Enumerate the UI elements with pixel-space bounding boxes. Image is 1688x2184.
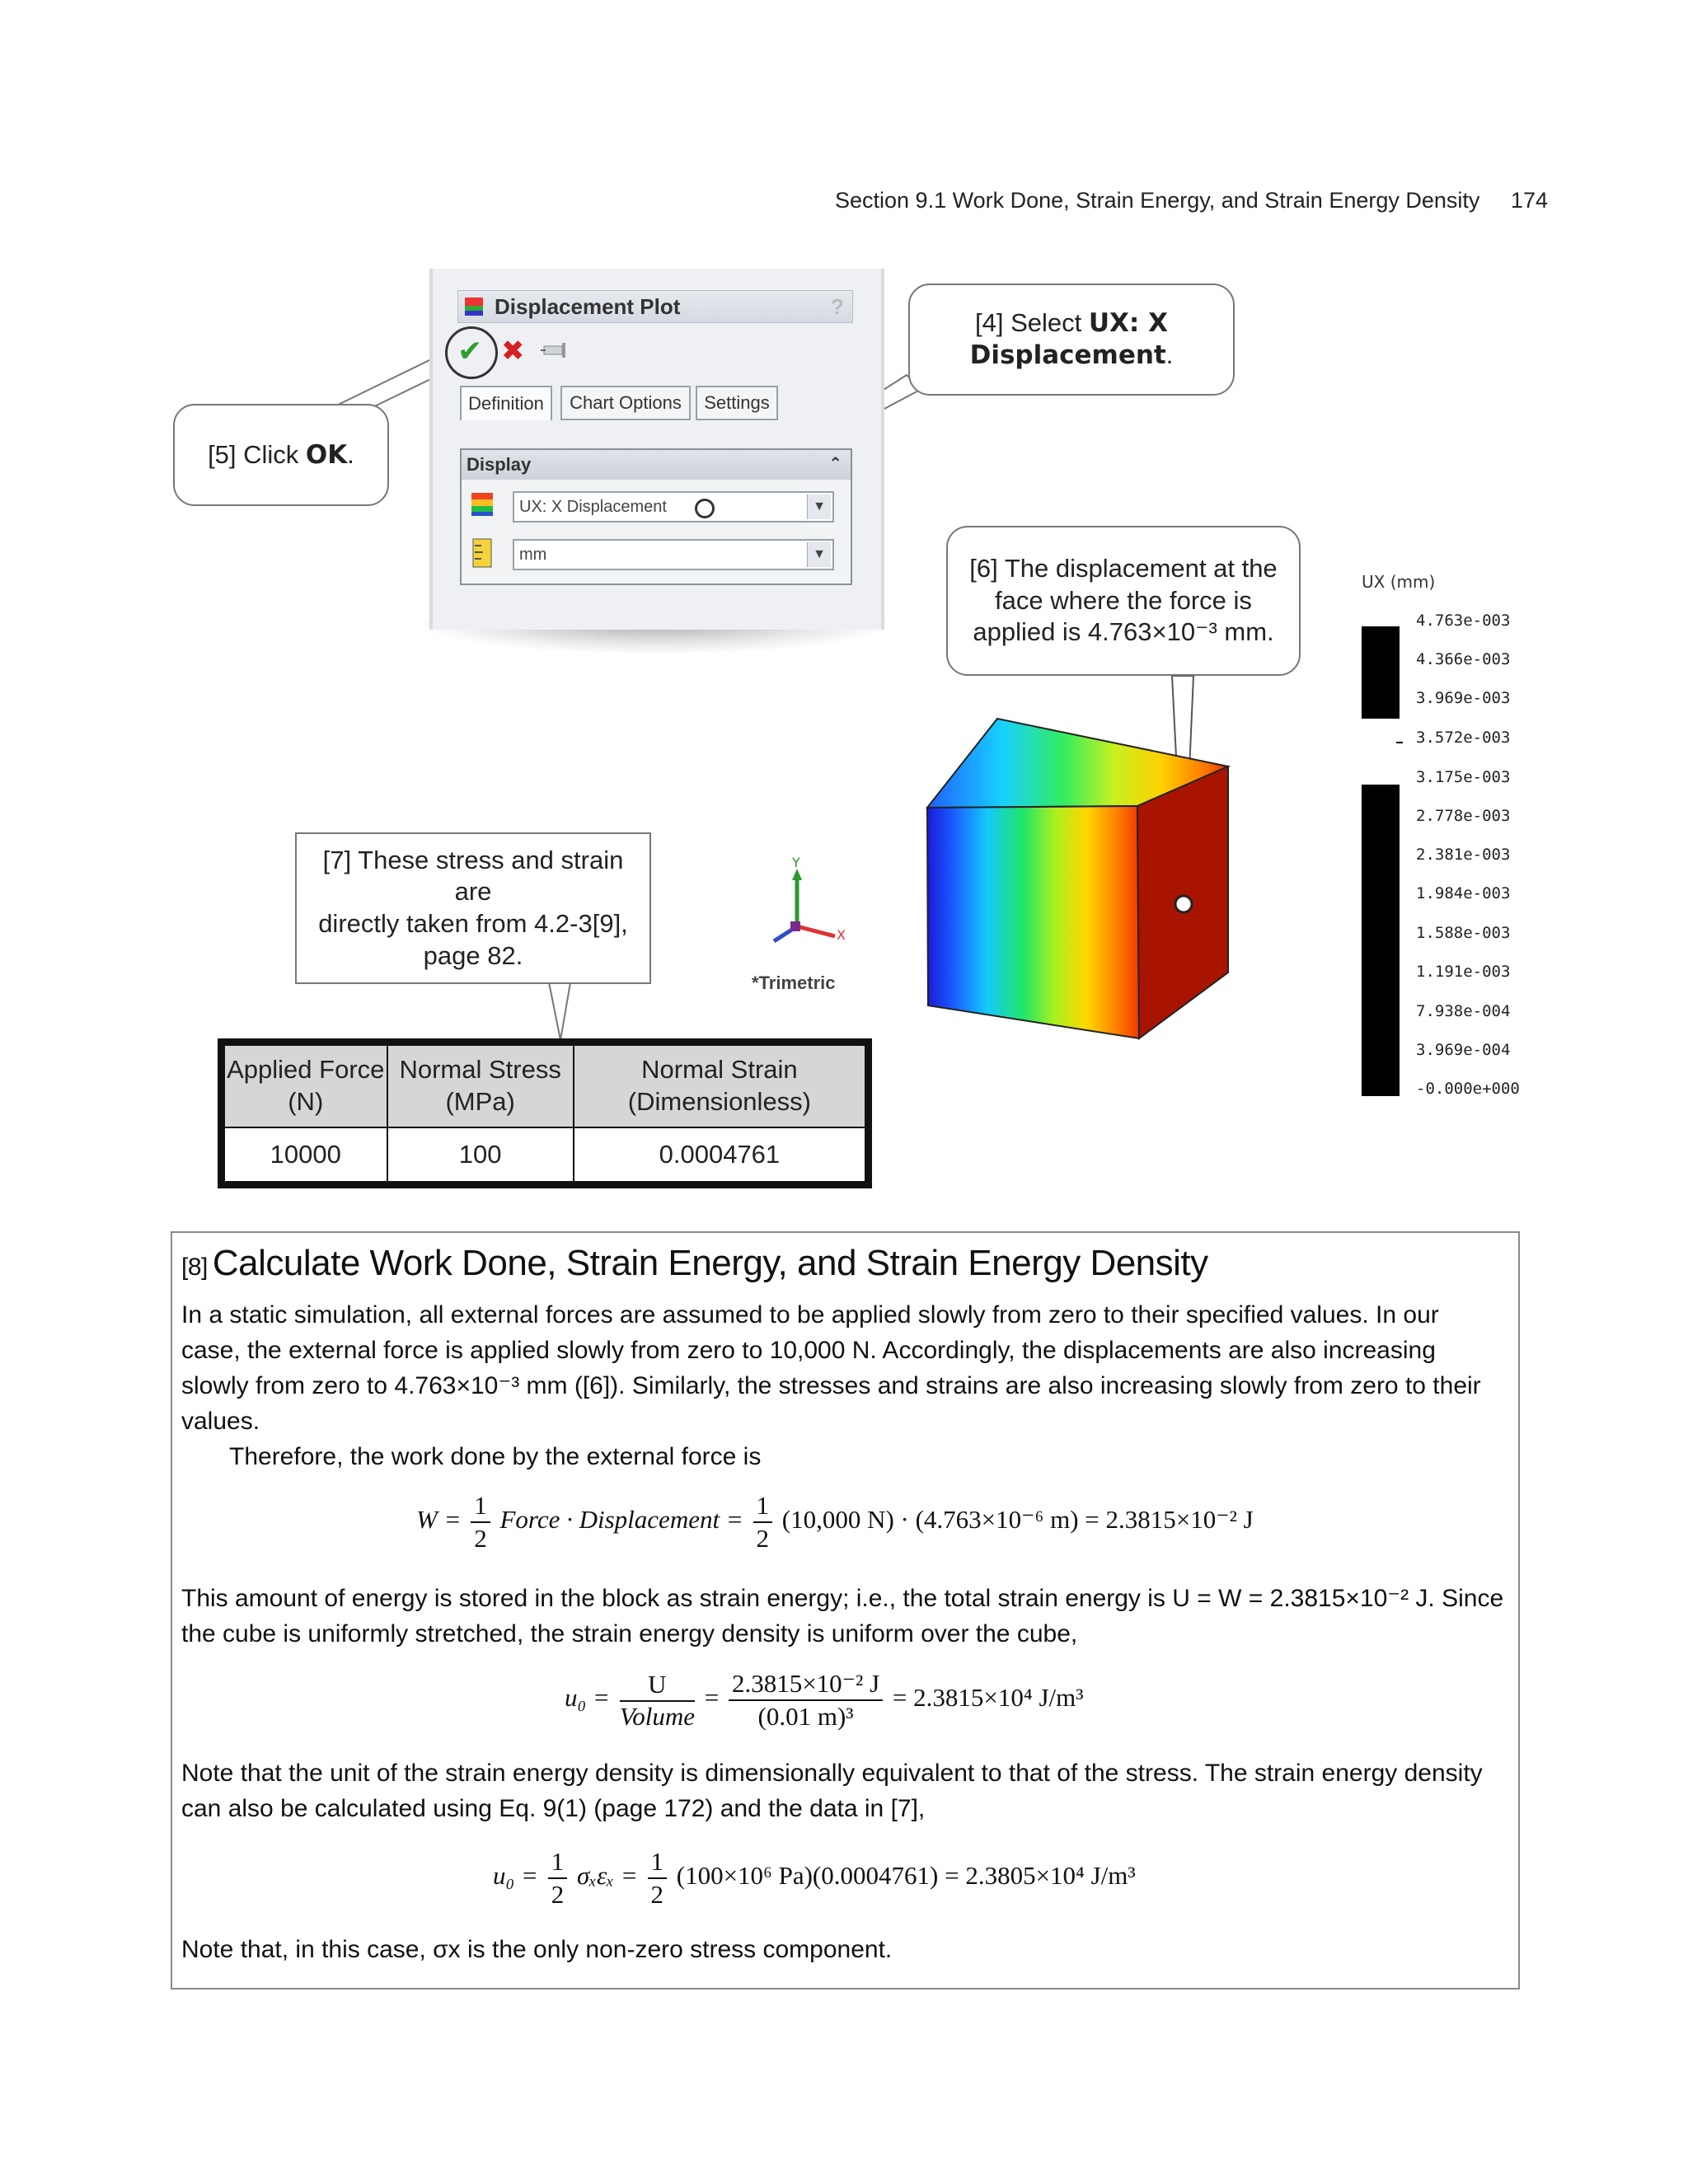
- plot-icon: [463, 294, 488, 319]
- legend-value: 1.984e-003: [1416, 884, 1511, 902]
- equation-energy-density-stress: u₀ = $\frac{1}{2}$ σₓεₓ = $\frac{1}{2}$ (100×10⁶ Pa)(0.0004761) = 2.3805×10⁴ J/m³: [493, 1847, 1136, 1909]
- dialog-title: Displacement Plot: [495, 293, 681, 319]
- stress-strain-table: [218, 1038, 872, 1188]
- cell-strain: 0.0004761: [574, 1127, 865, 1182]
- cell-stress: 100: [387, 1127, 574, 1182]
- header-normal-strain: Normal Strain (Dimensionless): [574, 1045, 865, 1127]
- orientation-triad: [754, 857, 853, 956]
- paragraph-2: Therefore, the work done by the external force is: [229, 1443, 762, 1470]
- legend-value: 2.381e-003: [1416, 846, 1511, 864]
- legend-bar-lower: [1362, 785, 1400, 1096]
- section-heading: [181, 1243, 1208, 1284]
- section-title: Calculate Work Done, Strain Energy, and Strain Energy Density: [212, 1243, 1208, 1283]
- legend-value: 3.572e-003: [1416, 729, 1511, 747]
- view-label: *Trimetric: [752, 972, 836, 993]
- paragraph-4: Note that the unit of the strain energy density is dimensionally equivalent to that of the stress. The strain energy density can also be calculated using Eq. 9(1) (page 172) and the data in [7],: [181, 1760, 1483, 1822]
- paragraph-1: In a static simulation, all external forces are assumed to be applied slowly from zero to their specified values. In our case, the external force is applied slowly from zero to 10,000 N. Accordingly, the displacements are also increasing slowly from zero to 4.763×10⁻³ mm ([6]). Similarly, the stresses and strains are also increasing slowly from zero to their values.: [181, 1301, 1481, 1435]
- y-label: Y: [792, 857, 800, 870]
- tab-chart-options[interactable]: Chart Options: [560, 386, 691, 420]
- cube-plot: [915, 709, 1245, 1047]
- display-panel-header[interactable]: [462, 450, 851, 480]
- dropdown-arrow-icon[interactable]: ▼: [807, 542, 831, 567]
- tab-settings[interactable]: Settings: [696, 386, 778, 420]
- legend-value: 1.588e-003: [1416, 924, 1511, 942]
- tab-definition[interactable]: Definition: [460, 386, 552, 420]
- page-number: 174: [1510, 188, 1548, 213]
- section-title: Section 9.1 Work Done, Strain Energy, and Strain Energy Density: [835, 188, 1480, 213]
- legend-value: -0.000e+000: [1416, 1080, 1520, 1098]
- collapse-chevron-icon[interactable]: ⌃: [828, 455, 842, 473]
- equation-work: W = $\frac{1}{2}$ Force · Displacement = $\frac{1}{2}$ (10,000 N) · (4.763×10⁻⁶ m) = 2.3815×10⁻² J: [416, 1491, 1254, 1553]
- legend-value: 3.969e-004: [1416, 1041, 1511, 1059]
- component-icon: [470, 491, 498, 519]
- legend-value: 3.175e-003: [1416, 768, 1511, 786]
- dropdown-arrow-icon[interactable]: ▼: [807, 494, 831, 519]
- callout-4: [4] Select UX: X Displacement.: [908, 284, 1235, 396]
- x-axis: [797, 926, 835, 936]
- legend-value: 4.366e-003: [1416, 650, 1511, 668]
- cancel-x-icon[interactable]: ✖: [501, 335, 525, 368]
- legend-bar-upper: [1362, 626, 1400, 719]
- legend-value: 1.191e-003: [1416, 963, 1511, 981]
- pushpin-icon[interactable]: [541, 338, 570, 363]
- equation-energy-density: u₀ = $\frac{U}{\text{Volume}}$ = $\frac{\text{2.3815×10⁻² J}}{\text{(0.01 m)³}}$ = 2.3815×10⁴ J/m³: [565, 1669, 1084, 1731]
- callout-6: [6] The displacement at the face where the force is applied is 4.763×10⁻³ mm.: [946, 526, 1301, 676]
- ruler-units-icon: [471, 537, 495, 569]
- select-marker: [695, 499, 715, 518]
- legend-value: 2.778e-003: [1416, 807, 1511, 825]
- header-applied-force: Applied Force (N): [224, 1045, 387, 1127]
- component-select[interactable]: UX: X Displacement ▼: [513, 491, 834, 523]
- display-label: Display: [467, 454, 532, 475]
- legend-value: 7.938e-004: [1416, 1002, 1511, 1020]
- header-normal-stress: Normal Stress (MPa): [387, 1045, 574, 1127]
- force-face-marker: [1175, 896, 1192, 912]
- x-label: X: [837, 927, 846, 943]
- units-select[interactable]: mm ▼: [513, 539, 834, 570]
- legend-value: 3.969e-003: [1416, 689, 1511, 707]
- legend-gap-tick: [1396, 742, 1403, 743]
- ok-check-icon[interactable]: ✔: [457, 335, 483, 368]
- cell-force: 10000: [224, 1127, 387, 1182]
- callout-7: [7] These stress and strain are directly taken from 4.2-3[9], page 82.: [295, 832, 651, 984]
- dialog-title-bar: [457, 290, 853, 323]
- callout-7-pointer: [549, 982, 570, 1040]
- paragraph-5: Note that, in this case, σx is the only non-zero stress component.: [181, 1936, 893, 1963]
- paragraph-3: This amount of energy is stored in the block as strain energy; i.e., the total strain energy is U = W = 2.3815×10⁻² J. Since the cube is uniformly stretched, the strain energy density is uniform over the cube,: [181, 1585, 1504, 1647]
- cube-front-face: [927, 806, 1139, 1038]
- help-icon[interactable]: ?: [831, 294, 844, 319]
- legend-value: 4.763e-003: [1416, 612, 1511, 630]
- callout-5: [5] Click OK.: [173, 404, 389, 506]
- legend-title: UX (mm): [1362, 572, 1436, 592]
- section-number: [8]: [181, 1254, 208, 1281]
